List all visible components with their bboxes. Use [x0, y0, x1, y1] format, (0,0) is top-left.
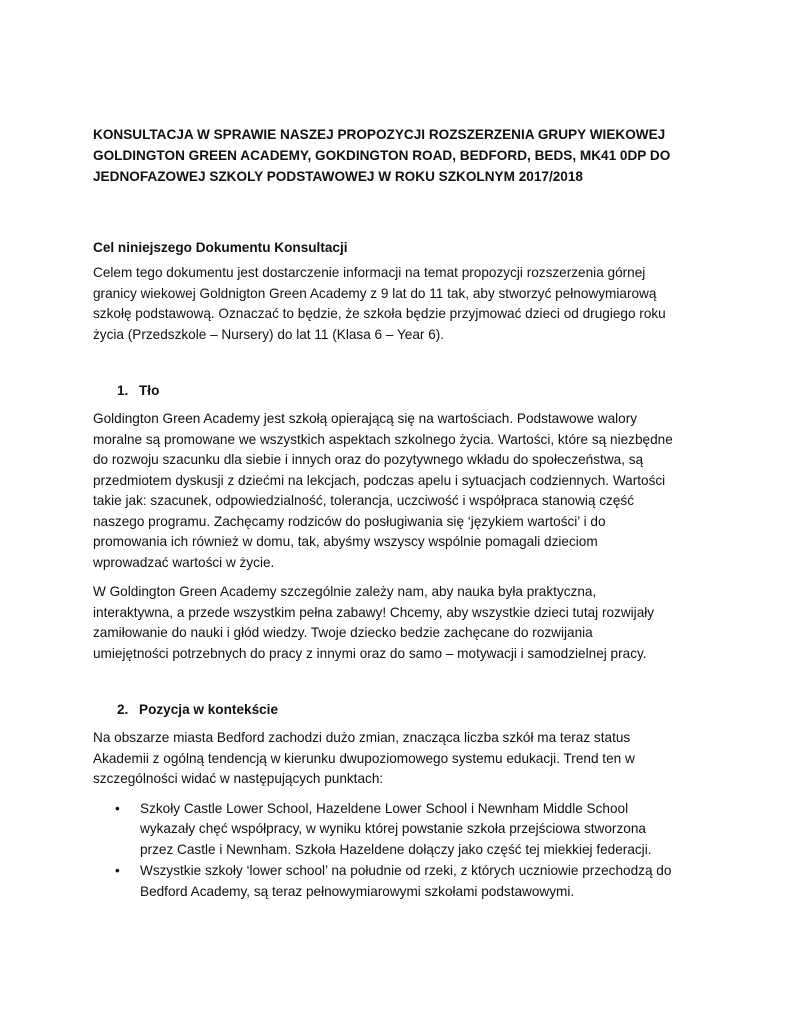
bullet-icon: • — [115, 800, 120, 816]
paragraph-line: wprowadzać wartości w życie. — [93, 554, 275, 570]
paragraph-line: przedmiotem dyskusji z dziećmi na lekcjach, podczas apelu i sytuacjach codziennych. Wartości — [93, 472, 666, 488]
paragraph-line: granicy wiekowej Goldnigton Green Academy z 9 lat do 11 tak, aby stworzyć pełnowymiarową — [93, 285, 657, 301]
title-line: KONSULTACJA W SPRAWIE NASZEJ PROPOZYCJI ROZSZERZENIA GRUPY WIEKOWEJ — [93, 127, 666, 142]
title-line: GOLDINGTON GREEN ACADEMY, GOKDINGTON ROAD, BEDFORD, BEDS, MK41 0DP DO — [93, 148, 671, 163]
background-paragraph-2 — [93, 582, 708, 664]
paragraph-line: interaktywna, a przede wszystkim pełna zabawy! Chcemy, aby wszystkie dzieci tutaj rozwijały — [93, 604, 655, 620]
paragraph-line: umiejętności potrzebnych do pracy z innymi oraz do samo – motywacji i samodzielnej pracy. — [93, 645, 647, 661]
section-2-number: 2. — [117, 702, 129, 717]
section-1-title: Tło — [139, 383, 160, 398]
context-bullet-list — [93, 799, 708, 903]
purpose-paragraph — [93, 263, 708, 345]
paragraph-line: moralne są promowane we wszystkich aspektach szkolnego życia. Wartości, które są niezbędne — [93, 431, 673, 447]
paragraph-line: Akademii z ogólną tendencją w kierunku dwupoziomowego systemu edukacji. Trend ten w — [93, 750, 635, 766]
paragraph-line: zamiłowanie do nauki i głód wiedzy. Twoje dziecko bedzie zachęcane do rozwijania — [93, 625, 593, 640]
list-item-line: Bedford Academy, są teraz pełnowymiarowymi szkołami podstawowymi. — [140, 883, 575, 899]
section-background — [93, 380, 708, 664]
list-item-line: wykazały chęć współpracy, w wyniku której powstanie szkoła przejściowa stworzona — [140, 821, 646, 836]
paragraph-line: Na obszarze miasta Bedford zachodzi dużo zmian, znacząca liczba szkół ma teraz status — [93, 730, 631, 745]
paragraph-line: promowania ich również w domu, tak, abyśmy wszyscy wspólnie pomagali dzieciom — [93, 534, 598, 549]
context-paragraph — [93, 728, 708, 790]
paragraph-line: W Goldington Green Academy szczególnie zależy nam, aby nauka była praktyczna, — [93, 584, 597, 599]
bullet-icon: • — [115, 863, 120, 878]
purpose-heading: Cel niniejszego Dokumentu Konsultacji — [93, 240, 348, 255]
paragraph-line: życia (Przedszkole – Nursery) do lat 11 (Klasa 6 – Year 6). — [93, 326, 445, 342]
section-1-heading — [93, 380, 708, 401]
section-1-number: 1. — [117, 383, 129, 398]
paragraph-line: naszego programu. Zachęcamy rodziców do posługiwania się ‘językiem wartości’ i do — [93, 513, 606, 529]
document-title — [93, 124, 708, 187]
background-paragraph-1 — [93, 409, 708, 573]
list-item-line: Szkoły Castle Lower School, Hazeldene Lower School i Newnham Middle School — [140, 800, 629, 816]
purpose-section — [93, 237, 708, 345]
title-line: JEDNOFAZOWEJ SZKOLY PODSTAWOWEJ W ROKU SZKOLNYM 2017/2018 — [93, 169, 583, 184]
section-2-heading — [93, 699, 708, 720]
section-context — [93, 699, 708, 902]
list-item-line: przez Castle i Newnham. Szkoła Hazeldene dołączy jako część tej miekkiej federacji. — [140, 841, 652, 857]
document-page — [93, 124, 708, 903]
paragraph-line: takie jak: szacunek, odpowiedzialność, tolerancja, uczciwość i współpraca stanowią część — [93, 493, 634, 508]
paragraph-line: Celem tego dokumentu jest dostarczenie informacji na temat propozycji rozszerzenia górnej — [93, 265, 646, 280]
list-item — [93, 861, 708, 902]
section-2-title: Pozycja w kontekście — [139, 702, 279, 717]
list-item-line: Wszystkie szkoły ‘lower school’ na południe od rzeki, z których uczniowie przechodzą do — [140, 863, 672, 878]
paragraph-line: szczególności widać w następujących punktach: — [93, 771, 384, 786]
list-item — [93, 799, 708, 861]
paragraph-line: do rozwoju szacunku dla siebie i innych oraz do pozytywnego wkładu do społeczeństwa, są — [93, 452, 644, 467]
paragraph-line: Goldington Green Academy jest szkołą opierającą się na wartościach. Podstawowe walory — [93, 411, 638, 426]
paragraph-line: szkołę podstawową. Oznaczać to będzie, że szkoła będzie przyjmować dzieci od drugiego roku — [93, 306, 666, 321]
